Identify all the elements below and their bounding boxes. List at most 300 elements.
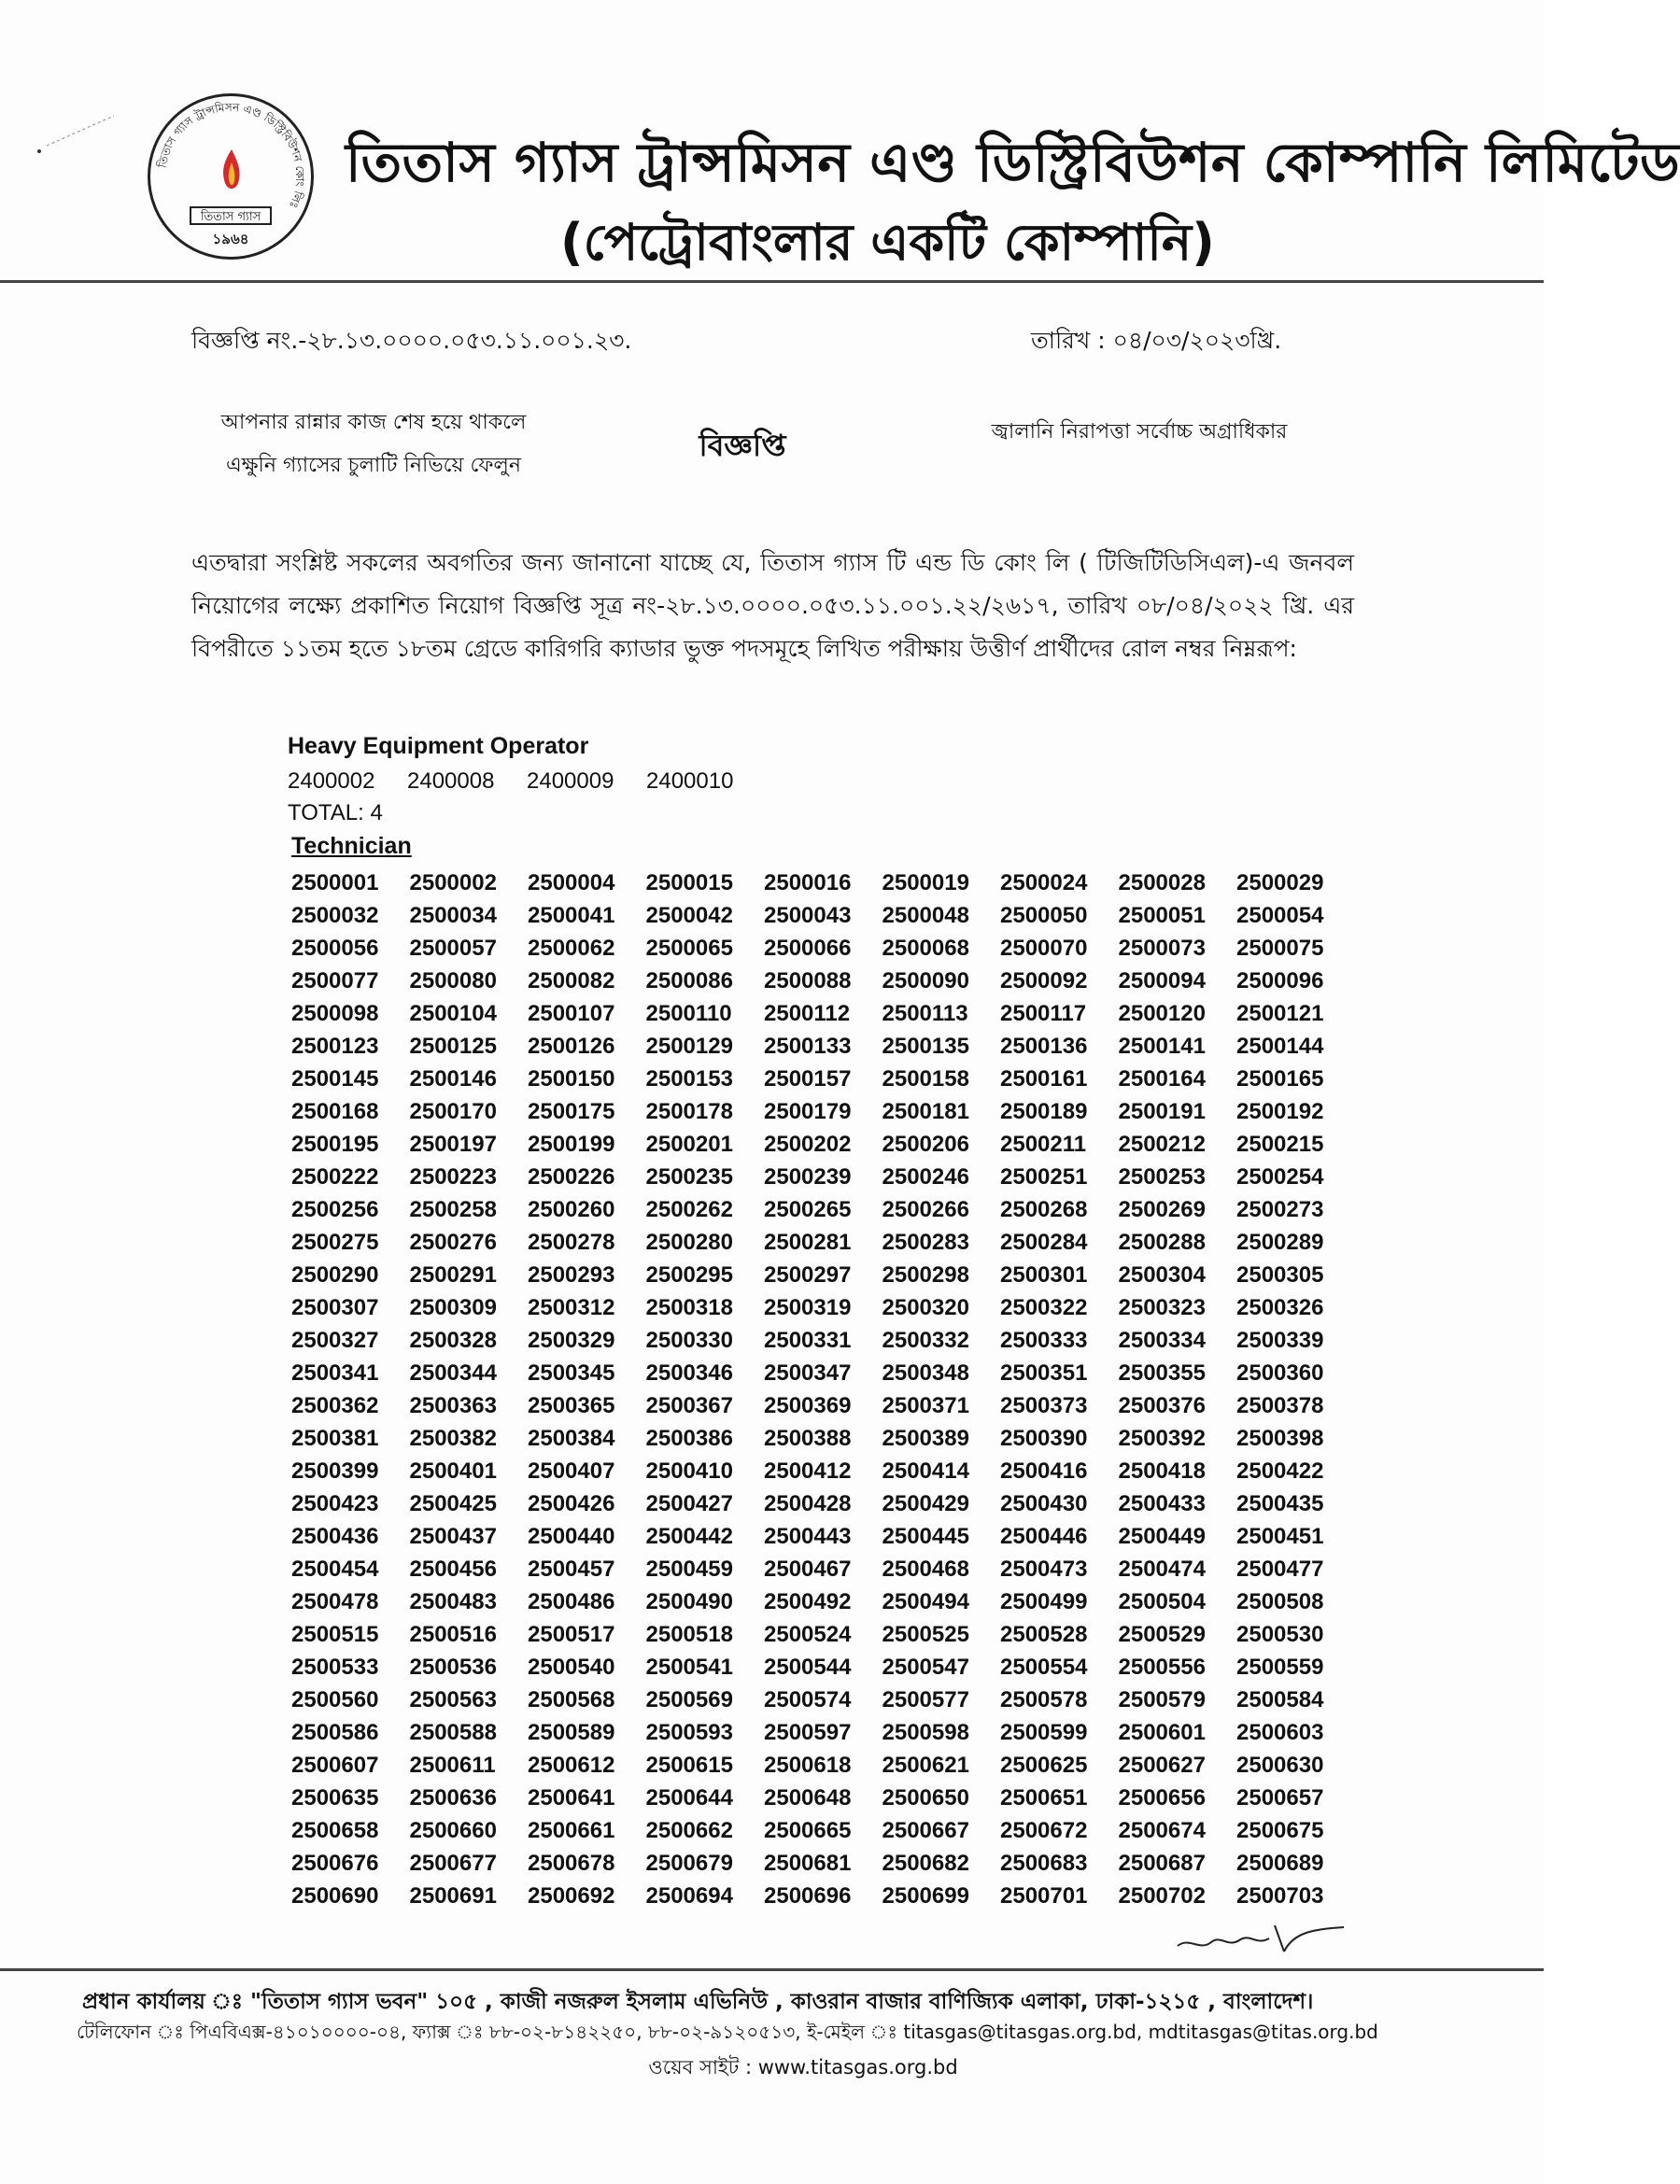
roll-number: 2500691 <box>409 1883 497 1909</box>
roll-number: 2500298 <box>882 1262 969 1288</box>
roll-number: 2500309 <box>409 1295 497 1320</box>
roll-number: 2500593 <box>645 1720 733 1745</box>
roll-number: 2500365 <box>528 1393 615 1418</box>
roll-number: 2500508 <box>1236 1589 1324 1614</box>
roll-number: 2500524 <box>764 1622 852 1647</box>
roll-number: 2500492 <box>764 1589 852 1614</box>
roll-number: 2500304 <box>1118 1262 1206 1288</box>
roll-number: 2500066 <box>764 936 852 961</box>
roll-number: 2500096 <box>1236 968 1324 993</box>
roll-number: 2500275 <box>291 1230 379 1255</box>
roll-number: 2500410 <box>645 1458 733 1484</box>
roll-number: 2500446 <box>1000 1524 1088 1549</box>
roll-number: 2500544 <box>764 1655 852 1680</box>
roll-number: 2500158 <box>882 1066 969 1092</box>
roll-number: 2500362 <box>291 1393 379 1418</box>
roll-number: 2500273 <box>1236 1197 1324 1222</box>
roll-number: 2500516 <box>409 1622 497 1647</box>
roll-number: 2500443 <box>764 1524 852 1549</box>
roll-number: 2500355 <box>1118 1360 1206 1386</box>
roll-number: 2400002 <box>288 768 375 794</box>
roll-number: 2500612 <box>528 1753 615 1778</box>
roll-number: 2500346 <box>645 1360 733 1386</box>
roll-number: 2500611 <box>409 1753 496 1778</box>
roll-number: 2500319 <box>764 1295 852 1320</box>
roll-number: 2500702 <box>1118 1883 1206 1909</box>
total-value: 4 <box>370 800 383 825</box>
roll-number: 2500065 <box>645 936 733 961</box>
roll-number: 2500165 <box>1236 1066 1324 1092</box>
flame-icon <box>219 148 244 192</box>
roll-number: 2500295 <box>645 1262 733 1288</box>
roll-number: 2500547 <box>882 1655 969 1680</box>
roll-number: 2500425 <box>409 1491 497 1516</box>
roll-number: 2500627 <box>1118 1753 1206 1778</box>
roll-number: 2500212 <box>1118 1132 1206 1157</box>
company-logo <box>148 93 314 260</box>
logo-label: তিতাস গ্যাস <box>190 206 272 225</box>
roll-number: 2500146 <box>409 1066 497 1092</box>
roll-number: 2500341 <box>291 1360 379 1386</box>
roll-number: 2500107 <box>528 1001 615 1026</box>
roll-number: 2500536 <box>409 1655 497 1680</box>
roll-number: 2500554 <box>1000 1655 1088 1680</box>
roll-number: 2500281 <box>764 1230 852 1255</box>
roll-number: 2500588 <box>409 1720 497 1745</box>
roll-number: 2500679 <box>645 1851 733 1876</box>
roll-number: 2500690 <box>291 1883 379 1909</box>
roll-number: 2500113 <box>882 1001 968 1026</box>
roll-number: 2500648 <box>764 1785 852 1811</box>
roll-number: 2500389 <box>882 1426 969 1451</box>
roll-number: 2500636 <box>409 1785 497 1811</box>
roll-number: 2500390 <box>1000 1426 1088 1451</box>
roll-number: 2500618 <box>764 1753 852 1778</box>
roll-number: 2500650 <box>882 1785 969 1811</box>
roll-number: 2500057 <box>409 936 497 961</box>
roll-number: 2500518 <box>645 1622 733 1647</box>
roll-number: 2500641 <box>528 1785 615 1811</box>
notice-title: বিজ্ঞপ্তি <box>699 428 786 463</box>
roll-number: 2500301 <box>1000 1262 1088 1288</box>
roll-number: 2500384 <box>528 1426 615 1451</box>
roll-number: 2500082 <box>528 968 615 993</box>
roll-number: 2500478 <box>291 1589 379 1614</box>
roll-number: 2500129 <box>645 1034 733 1059</box>
roll-number: 2500280 <box>645 1230 733 1255</box>
roll-number: 2500474 <box>1118 1557 1206 1582</box>
roll-number: 2500123 <box>291 1034 379 1059</box>
roll-number: 2500665 <box>764 1818 852 1843</box>
roll-number: 2500254 <box>1236 1164 1324 1190</box>
roll-number: 2500681 <box>764 1851 852 1876</box>
roll-number: 2500683 <box>1000 1851 1088 1876</box>
roll-number: 2500331 <box>764 1328 852 1353</box>
roll-number: 2500528 <box>1000 1622 1088 1647</box>
roll-number: 2500168 <box>291 1099 379 1124</box>
technician-title: Technician <box>291 833 412 859</box>
roll-number: 2500371 <box>882 1393 969 1418</box>
roll-number: 2500416 <box>1000 1458 1088 1484</box>
roll-number: 2500456 <box>409 1557 497 1582</box>
roll-number: 2500360 <box>1236 1360 1324 1386</box>
roll-number: 2500435 <box>1236 1491 1324 1516</box>
roll-number: 2500161 <box>1000 1066 1088 1092</box>
safety-motto-line1: আপনার রান্নার কাজ শেষ হয়ে থাকলে <box>220 411 527 434</box>
roll-number: 2500423 <box>291 1491 379 1516</box>
roll-number: 2500703 <box>1236 1883 1324 1909</box>
roll-number: 2500692 <box>528 1883 615 1909</box>
notice-date: তারিখ : ০৪/০৩/২০২৩খ্রি. <box>1031 327 1282 354</box>
roll-number: 2500120 <box>1118 1001 1206 1026</box>
roll-number: 2500412 <box>764 1458 852 1484</box>
roll-number: 2500563 <box>409 1687 497 1712</box>
roll-number: 2500278 <box>528 1230 615 1255</box>
roll-number: 2500427 <box>645 1491 733 1516</box>
roll-number: 2500332 <box>882 1328 969 1353</box>
roll-number: 2500378 <box>1236 1393 1324 1418</box>
roll-number: 2500517 <box>528 1622 615 1647</box>
roll-number: 2500153 <box>645 1066 733 1092</box>
roll-number: 2500635 <box>291 1785 379 1811</box>
roll-number: 2500136 <box>1000 1034 1088 1059</box>
scan-marks <box>34 110 120 157</box>
roll-number: 2500178 <box>645 1099 733 1124</box>
total-label: TOTAL: <box>288 800 364 825</box>
roll-number: 2500135 <box>882 1034 969 1059</box>
roll-number: 2500075 <box>1236 936 1324 961</box>
roll-number: 2500032 <box>291 903 379 928</box>
notice-reference: বিজ্ঞপ্তি নং.-২৮.১৩.০০০০.০৫৩.১১.০০১.২৩. <box>191 327 632 354</box>
footer-address: প্রধান কার্যালয় ঃ "তিতাস গ্যাস ভবন" ১০৫ , কাজী নজরুল ইসলাম এভিনিউ , কাওরান বাজার বাণিজ্যিক এলাকা, ঢাকা-১২১৫ , বাংলাদেশ। <box>82 1990 1314 2014</box>
footer-contact: টেলিফোন ঃ পিএবিএক্স-৪১০১০০০০-০৪, ফ্যাক্স ঃ ৮৮-০২-৮১৪২২৫০, ৮৮-০২-৯১২০৫১৩, ই-মেইল ঃ titasgas@titasgas.org.bd, mdtitasgas@titas.org.bd <box>77 2021 1378 2043</box>
roll-number: 2500381 <box>291 1426 379 1451</box>
roll-number: 2500382 <box>409 1426 497 1451</box>
roll-number: 2500094 <box>1118 968 1206 993</box>
heavy-equipment-title: Heavy Equipment Operator <box>288 733 589 759</box>
roll-number: 2500651 <box>1000 1785 1088 1811</box>
roll-number: 2500305 <box>1236 1262 1324 1288</box>
roll-number: 2500694 <box>645 1883 733 1909</box>
roll-number: 2500318 <box>645 1295 733 1320</box>
roll-number: 2500556 <box>1118 1655 1206 1680</box>
roll-number: 2500533 <box>291 1655 379 1680</box>
roll-number: 2500121 <box>1236 1001 1324 1026</box>
footer-website: ওয়েব সাইট : www.titasgas.org.bd <box>648 2056 958 2078</box>
roll-number: 2500467 <box>764 1557 852 1582</box>
roll-number: 2500667 <box>882 1818 969 1843</box>
roll-number: 2500125 <box>409 1034 497 1059</box>
roll-number: 2500499 <box>1000 1589 1088 1614</box>
org-subtitle: (পেট্রোবাংলার একটি কোম্পানি) <box>560 213 1215 272</box>
roll-number: 2500367 <box>645 1393 733 1418</box>
technician-rolls-grid <box>291 867 1347 1912</box>
roll-number: 2500262 <box>645 1197 733 1222</box>
roll-number: 2500656 <box>1118 1785 1206 1811</box>
roll-number: 2500426 <box>528 1491 615 1516</box>
roll-number: 2500002 <box>409 870 497 895</box>
roll-number: 2500206 <box>882 1132 969 1157</box>
roll-number: 2500662 <box>645 1818 733 1843</box>
roll-number: 2500068 <box>882 936 969 961</box>
roll-number: 2500451 <box>1236 1524 1324 1549</box>
roll-number: 2500086 <box>645 968 733 993</box>
safety-motto-line2: এক্ষুনি গ্যাসের চুলাটি নিভিয়ে ফেলুন <box>226 454 521 477</box>
roll-number: 2500661 <box>528 1818 615 1843</box>
roll-number: 2500222 <box>291 1164 379 1190</box>
roll-number: 2500682 <box>882 1851 969 1876</box>
roll-number: 2500559 <box>1236 1655 1324 1680</box>
roll-number: 2500211 <box>1000 1132 1087 1157</box>
roll-number: 2500657 <box>1236 1785 1324 1811</box>
roll-number: 2500235 <box>645 1164 733 1190</box>
roll-number: 2500401 <box>409 1458 497 1484</box>
roll-number: 2500330 <box>645 1328 733 1353</box>
roll-number: 2500578 <box>1000 1687 1088 1712</box>
roll-number: 2500449 <box>1118 1524 1206 1549</box>
roll-number: 2500530 <box>1236 1622 1324 1647</box>
roll-number: 2500268 <box>1000 1197 1088 1222</box>
roll-number: 2500104 <box>409 1001 497 1026</box>
roll-number: 2500660 <box>409 1818 497 1843</box>
roll-number: 2500689 <box>1236 1851 1324 1876</box>
roll-number: 2500477 <box>1236 1557 1324 1582</box>
roll-number: 2500459 <box>645 1557 733 1582</box>
roll-number: 2500253 <box>1118 1164 1206 1190</box>
roll-number: 2500191 <box>1118 1099 1206 1124</box>
roll-number: 2500687 <box>1118 1851 1206 1876</box>
roll-number: 2500376 <box>1118 1393 1206 1418</box>
roll-number: 2500418 <box>1118 1458 1206 1484</box>
roll-number: 2500080 <box>409 968 497 993</box>
roll-number: 2500344 <box>409 1360 497 1386</box>
roll-number: 2500574 <box>764 1687 852 1712</box>
roll-number: 2500363 <box>409 1393 497 1418</box>
roll-number: 2500112 <box>764 1001 851 1026</box>
roll-number: 2500077 <box>291 968 379 993</box>
roll-number: 2500569 <box>645 1687 733 1712</box>
roll-number: 2500677 <box>409 1851 497 1876</box>
safety-motto-right: জ্বালানি নিরাপত্তা সর্বোচ্চ অগ্রাধিকার <box>991 420 1288 444</box>
roll-number: 2500603 <box>1236 1720 1324 1745</box>
roll-number: 2500345 <box>528 1360 615 1386</box>
roll-number: 2500290 <box>291 1262 379 1288</box>
roll-number: 2500584 <box>1236 1687 1324 1712</box>
roll-number: 2500494 <box>882 1589 969 1614</box>
notice-body: এতদ্বারা সংশ্লিষ্ট সকলের অবগতির জন্য জানানো যাচ্ছে যে, তিতাস গ্যাস টি এন্ড ডি কোং লি ( টিজিটিডিসিএল)-এ জনবল নিয়োগের লক্ষ্যে প্রকাশিত নিয়োগ বিজ্ঞপ্তি সূত্র নং-২৮.১৩.০০০০.০৫৩.১১.০০১.২২/২৬১৭, তারিখ ০৮/০৪/২০২২ খ্রি. এর বিপরীতে ১১তম হতে ১৮তম গ্রেডে কারিগরি ক্যাডার ভুক্ত পদসমূহে লিখিত পরীক্ষায় উত্তীর্ণ প্রার্থীদের রোল নম্বর নিম্নরূপ: <box>191 549 1354 662</box>
roll-number: 2500269 <box>1118 1197 1206 1222</box>
roll-number: 2500326 <box>1236 1295 1324 1320</box>
roll-number: 2500577 <box>882 1687 969 1712</box>
roll-number: 2500568 <box>528 1687 615 1712</box>
roll-number: 2500597 <box>764 1720 852 1745</box>
roll-number: 2500327 <box>291 1328 379 1353</box>
roll-number: 2500373 <box>1000 1393 1088 1418</box>
roll-number: 2500674 <box>1118 1818 1206 1843</box>
roll-number: 2500260 <box>528 1197 615 1222</box>
roll-number: 2500054 <box>1236 903 1324 928</box>
roll-number: 2500226 <box>528 1164 615 1190</box>
roll-number: 2500392 <box>1118 1426 1206 1451</box>
safety-motto-left <box>187 402 560 487</box>
roll-number: 2500490 <box>645 1589 733 1614</box>
roll-number: 2500056 <box>291 936 379 961</box>
roll-number: 2500422 <box>1236 1458 1324 1484</box>
roll-number: 2500265 <box>764 1197 852 1222</box>
roll-number: 2500601 <box>1118 1720 1206 1745</box>
roll-number: 2500529 <box>1118 1622 1206 1647</box>
roll-number: 2500586 <box>291 1720 379 1745</box>
org-title: তিতাস গ্যাস ট্রান্সমিসন এণ্ড ডিস্ট্রিবিউশন কোম্পানি লিমিটেড <box>346 131 1680 194</box>
roll-number: 2500001 <box>291 870 379 895</box>
roll-number: 2500215 <box>1236 1132 1324 1157</box>
heavy-equipment-total <box>288 800 383 826</box>
roll-number: 2500442 <box>645 1524 733 1549</box>
roll-number: 2500323 <box>1118 1295 1206 1320</box>
roll-number: 2500291 <box>409 1262 497 1288</box>
roll-number: 2500320 <box>882 1295 969 1320</box>
roll-number: 2500347 <box>764 1360 852 1386</box>
roll-number: 2500175 <box>528 1099 615 1124</box>
roll-number: 2500276 <box>409 1230 497 1255</box>
roll-number: 2500307 <box>291 1295 379 1320</box>
roll-number: 2500164 <box>1118 1066 1206 1092</box>
roll-number: 2500369 <box>764 1393 852 1418</box>
roll-number: 2500144 <box>1236 1034 1324 1059</box>
footer-divider <box>0 1968 1544 1971</box>
roll-number: 2500223 <box>409 1164 497 1190</box>
roll-number: 2500615 <box>645 1753 733 1778</box>
roll-number: 2500202 <box>764 1132 852 1157</box>
roll-number: 2500170 <box>409 1099 497 1124</box>
roll-number: 2500141 <box>1118 1034 1206 1059</box>
roll-number: 2500283 <box>882 1230 969 1255</box>
roll-number: 2500625 <box>1000 1753 1088 1778</box>
roll-number: 2500284 <box>1000 1230 1088 1255</box>
roll-number: 2500051 <box>1118 903 1206 928</box>
roll-number: 2500050 <box>1000 903 1088 928</box>
roll-number: 2500428 <box>764 1491 852 1516</box>
roll-number: 2500579 <box>1118 1687 1206 1712</box>
logo-year: ১৯৬৪ <box>212 231 249 247</box>
roll-number: 2500092 <box>1000 968 1088 993</box>
roll-number: 2500251 <box>1000 1164 1088 1190</box>
roll-number: 2500351 <box>1000 1360 1088 1386</box>
roll-number: 2500430 <box>1000 1491 1088 1516</box>
roll-number: 2500028 <box>1118 870 1206 895</box>
roll-number: 2500329 <box>528 1328 615 1353</box>
roll-number: 2500676 <box>291 1851 379 1876</box>
roll-number: 2400010 <box>646 768 734 794</box>
roll-number: 2500266 <box>882 1197 969 1222</box>
roll-number: 2500388 <box>764 1426 852 1451</box>
roll-number: 2500658 <box>291 1818 379 1843</box>
roll-number: 2500540 <box>528 1655 615 1680</box>
roll-number: 2500328 <box>409 1328 497 1353</box>
roll-number: 2500246 <box>882 1164 969 1190</box>
roll-number: 2500525 <box>882 1622 969 1647</box>
roll-number: 2500015 <box>645 870 733 895</box>
roll-number: 2500201 <box>645 1132 733 1157</box>
roll-number: 2500607 <box>291 1753 379 1778</box>
roll-number: 2500322 <box>1000 1295 1088 1320</box>
roll-number: 2500589 <box>528 1720 615 1745</box>
roll-number: 2500239 <box>764 1164 852 1190</box>
roll-number: 2500062 <box>528 936 615 961</box>
roll-number: 2500696 <box>764 1883 852 1909</box>
roll-number: 2500445 <box>882 1524 969 1549</box>
roll-number: 2500289 <box>1236 1230 1324 1255</box>
roll-number: 2500288 <box>1118 1230 1206 1255</box>
roll-number: 2500541 <box>645 1655 733 1680</box>
roll-number: 2500024 <box>1000 870 1088 895</box>
roll-number: 2500483 <box>409 1589 497 1614</box>
roll-number: 2500043 <box>764 903 852 928</box>
roll-number: 2500398 <box>1236 1426 1324 1451</box>
roll-number: 2500473 <box>1000 1557 1088 1582</box>
roll-number: 2500414 <box>882 1458 969 1484</box>
roll-number: 2500386 <box>645 1426 733 1451</box>
roll-number: 2500599 <box>1000 1720 1088 1745</box>
roll-number: 2500675 <box>1236 1818 1324 1843</box>
roll-number: 2500621 <box>882 1753 969 1778</box>
roll-number: 2500042 <box>645 903 733 928</box>
roll-number: 2500179 <box>764 1099 852 1124</box>
roll-number: 2500041 <box>528 903 615 928</box>
roll-number: 2500189 <box>1000 1099 1088 1124</box>
roll-number: 2500486 <box>528 1589 615 1614</box>
roll-number: 2500197 <box>409 1132 497 1157</box>
roll-number: 2500258 <box>409 1197 497 1222</box>
roll-number: 2500440 <box>528 1524 615 1549</box>
roll-number: 2500073 <box>1118 936 1206 961</box>
roll-number: 2500504 <box>1118 1589 1206 1614</box>
roll-number: 2500436 <box>291 1524 379 1549</box>
roll-number: 2500004 <box>528 870 615 895</box>
roll-number: 2500429 <box>882 1491 969 1516</box>
roll-number: 2500433 <box>1118 1491 1206 1516</box>
roll-number: 2500016 <box>764 870 852 895</box>
roll-number: 2500457 <box>528 1557 615 1582</box>
roll-number: 2500256 <box>291 1197 379 1222</box>
roll-number: 2500150 <box>528 1066 615 1092</box>
roll-number: 2500019 <box>882 870 969 895</box>
roll-number: 2500293 <box>528 1262 615 1288</box>
roll-number: 2500515 <box>291 1622 379 1647</box>
roll-number: 2500348 <box>882 1360 969 1386</box>
roll-number: 2500701 <box>1000 1883 1088 1909</box>
heavy-equipment-rolls <box>288 768 766 795</box>
roll-number: 2500145 <box>291 1066 379 1092</box>
roll-number: 2400008 <box>407 768 495 794</box>
roll-number: 2500034 <box>409 903 497 928</box>
roll-number: 2500334 <box>1118 1328 1206 1353</box>
roll-number: 2500070 <box>1000 936 1088 961</box>
signature <box>1172 1914 1349 1957</box>
logo-ring-text: তিতাস গ্যাস ট্রান্সমিসন এণ্ড ডিস্ট্রিবিউশন কোং লিঃ <box>155 100 307 210</box>
roll-number: 2500195 <box>291 1132 379 1157</box>
roll-number: 2500678 <box>528 1851 615 1876</box>
roll-number: 2500560 <box>291 1687 379 1712</box>
roll-number: 2500126 <box>528 1034 615 1059</box>
roll-number: 2500110 <box>645 1001 732 1026</box>
roll-number: 2500133 <box>764 1034 852 1059</box>
roll-number: 2400009 <box>527 768 614 794</box>
roll-number: 2500598 <box>882 1720 969 1745</box>
roll-number: 2500157 <box>764 1066 852 1092</box>
roll-number: 2500088 <box>764 968 852 993</box>
roll-number: 2500699 <box>882 1883 969 1909</box>
